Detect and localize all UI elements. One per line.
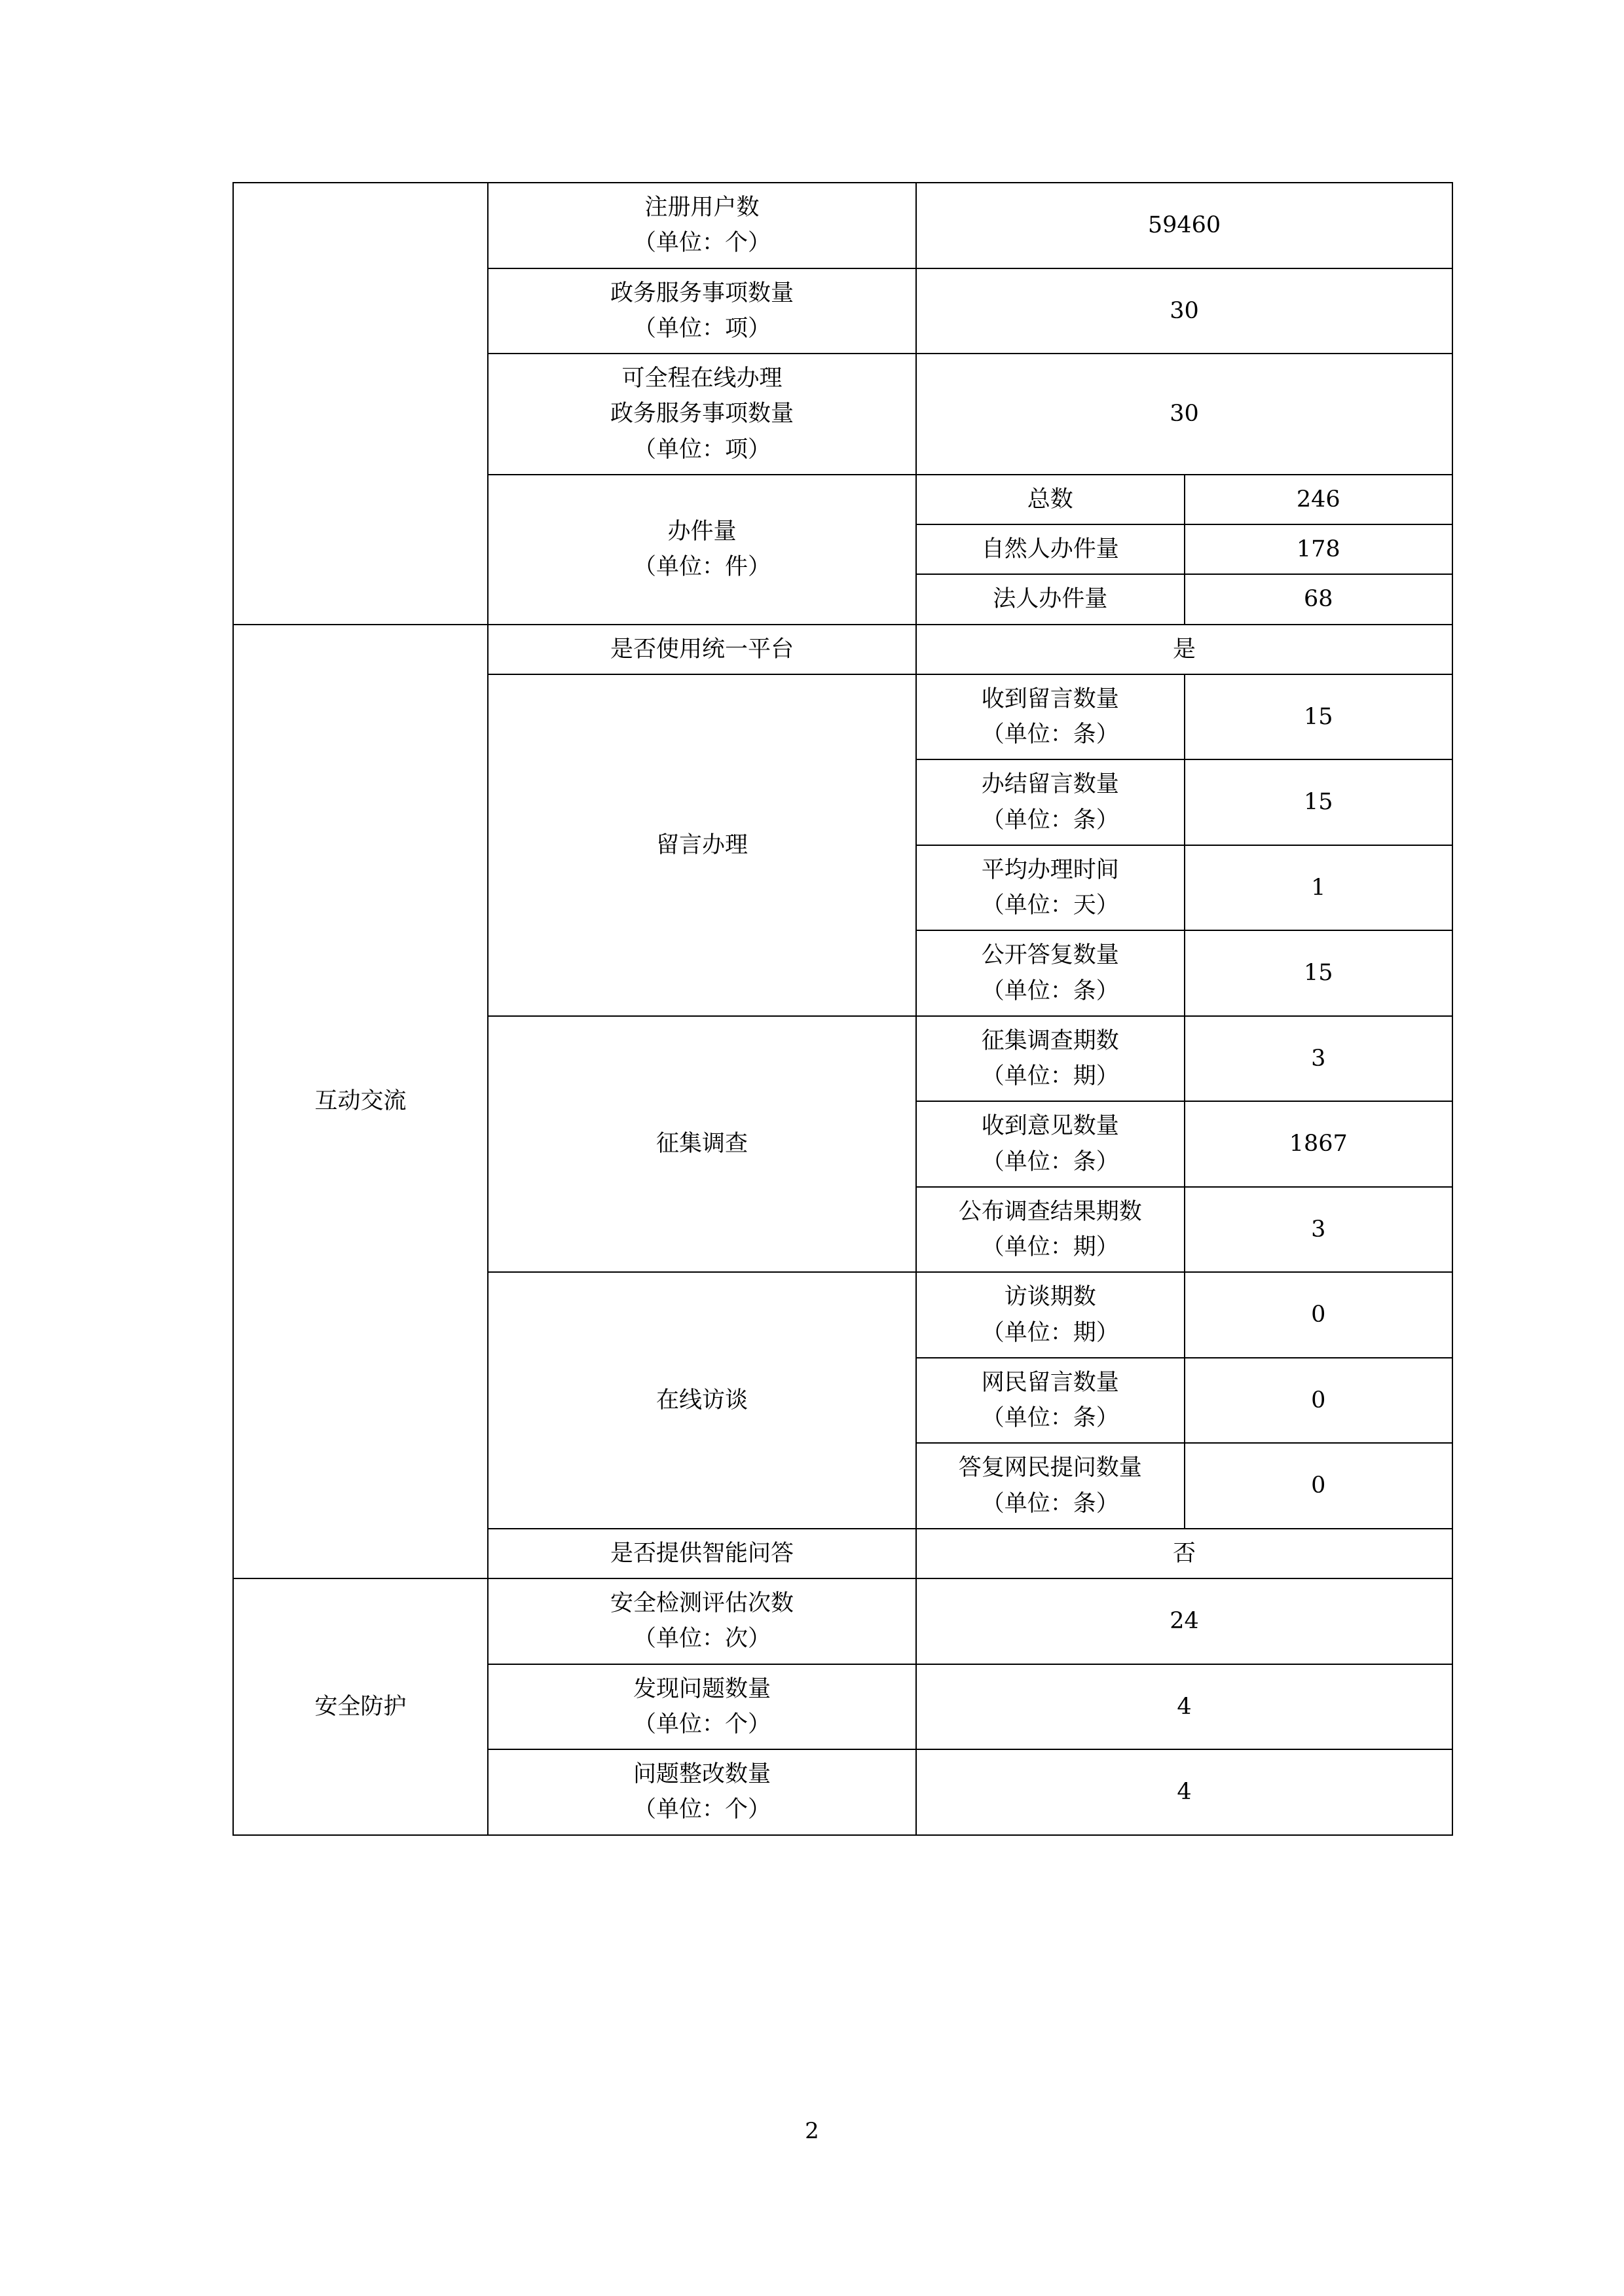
label-line-2: （单位：次） <box>633 1626 771 1652</box>
sublabel-messages-completed <box>916 759 1185 845</box>
value-messages-completed: 15 <box>1185 759 1453 845</box>
value-service-items: 30 <box>916 268 1452 354</box>
label-line-1: 问题整改数量 <box>633 1761 771 1787</box>
value-survey-count: 3 <box>1185 1016 1453 1102</box>
value-full-online-service-items: 30 <box>916 354 1452 475</box>
row-label-unified-platform: 是否使用统一平台 <box>488 625 916 674</box>
sublabel-public-replies <box>916 930 1185 1016</box>
row-label-smart-qa: 是否提供智能问答 <box>488 1529 916 1578</box>
value-public-replies: 15 <box>1185 930 1453 1016</box>
sublabel-average-handling-time <box>916 845 1185 931</box>
label-line-3: （单位：项） <box>633 436 771 463</box>
label-line-1: 安全检测评估次数 <box>610 1590 794 1616</box>
label-line-1: 办件量 <box>667 518 737 545</box>
page-number: 2 <box>805 2118 819 2144</box>
value-unified-platform: 是 <box>916 625 1452 674</box>
label-line-2: （单位：个） <box>633 1711 771 1738</box>
label-line-1: 办结留言数量 <box>981 771 1119 798</box>
label-line-2: （单位：期） <box>981 1319 1119 1346</box>
label-line-2: （单位：项） <box>633 315 771 342</box>
label-line-2: （单位：条） <box>981 1148 1119 1175</box>
value-case-natural-person: 178 <box>1185 524 1453 574</box>
label-line-2: （单位：条） <box>981 807 1119 833</box>
row-label-message-handling: 留言办理 <box>488 674 916 1016</box>
label-line-1: 征集调查期数 <box>981 1027 1119 1054</box>
table-row <box>233 183 1452 268</box>
value-security-assessments: 24 <box>916 1578 1452 1664</box>
value-issues-found: 4 <box>916 1664 1452 1750</box>
sublabel-case-natural-person: 自然人办件量 <box>916 524 1185 574</box>
label-line-1: 注册用户数 <box>644 194 760 221</box>
sublabel-case-total: 总数 <box>916 475 1185 524</box>
label-line-2: （单位：期） <box>981 1234 1119 1260</box>
label-line-1: 政务服务事项数量 <box>610 280 794 306</box>
row-label-full-online-service-items <box>488 354 916 475</box>
label-line-1: 平均办理时间 <box>981 856 1119 883</box>
table-row <box>233 1578 1452 1664</box>
label-line-2: （单位：个） <box>633 230 771 257</box>
label-line-1: 公开答复数量 <box>981 942 1119 969</box>
label-line-1: 网民留言数量 <box>981 1369 1119 1396</box>
label-line-2: （单位：条） <box>981 1405 1119 1431</box>
label-line-2: （单位：件） <box>633 554 771 581</box>
value-average-handling-time: 1 <box>1185 845 1453 931</box>
table-row <box>233 625 1452 674</box>
row-label-survey: 征集调查 <box>488 1016 916 1273</box>
government-website-report-table <box>232 182 1453 1836</box>
label-line-2: （单位：条） <box>981 721 1119 748</box>
value-messages-received: 15 <box>1185 674 1453 760</box>
sublabel-case-legal-person: 法人办件量 <box>916 574 1185 624</box>
value-registered-users: 59460 <box>916 183 1452 268</box>
value-issues-fixed: 4 <box>916 1749 1452 1835</box>
row-label-issues-found <box>488 1664 916 1750</box>
label-line-1: 可全程在线办理 <box>621 365 783 392</box>
label-line-1: 答复网民提问数量 <box>958 1455 1142 1482</box>
label-line-2: （单位：条） <box>981 977 1119 1004</box>
label-line-2: 政务服务事项数量 <box>610 401 794 428</box>
label-line-2: （单位：个） <box>633 1796 771 1823</box>
value-netizen-replies: 0 <box>1185 1443 1453 1529</box>
row-label-case-volume <box>488 475 916 625</box>
category-cell-security: 安全防护 <box>233 1578 488 1835</box>
label-line-1: 访谈期数 <box>1004 1284 1096 1311</box>
report-table-wrapper <box>232 182 1424 1836</box>
value-survey-results-published: 3 <box>1185 1187 1453 1273</box>
label-line-2: （单位：条） <box>981 1490 1119 1517</box>
value-opinions-received: 1867 <box>1185 1101 1453 1187</box>
label-line-1: 收到意见数量 <box>981 1113 1119 1140</box>
row-label-service-items <box>488 268 916 354</box>
value-case-total: 246 <box>1185 475 1453 524</box>
sublabel-netizen-replies <box>916 1443 1185 1529</box>
label-line-1: 公布调查结果期数 <box>958 1198 1142 1225</box>
value-netizen-messages: 0 <box>1185 1358 1453 1444</box>
label-line-1: 发现问题数量 <box>633 1675 771 1702</box>
row-label-online-interview: 在线访谈 <box>488 1272 916 1529</box>
row-label-registered-users <box>488 183 916 268</box>
row-label-issues-fixed <box>488 1749 916 1835</box>
label-line-1: 收到留言数量 <box>981 685 1119 712</box>
value-interview-count: 0 <box>1185 1272 1453 1358</box>
sublabel-interview-count <box>916 1272 1185 1358</box>
sublabel-survey-count <box>916 1016 1185 1102</box>
label-line-2: （单位：期） <box>981 1063 1119 1089</box>
row-label-security-assessments <box>488 1578 916 1664</box>
value-case-legal-person: 68 <box>1185 574 1453 624</box>
category-cell-interaction: 互动交流 <box>233 625 488 1579</box>
sublabel-opinions-received <box>916 1101 1185 1187</box>
sublabel-netizen-messages <box>916 1358 1185 1444</box>
label-line-2: （单位：天） <box>981 892 1119 919</box>
sublabel-messages-received <box>916 674 1185 760</box>
category-cell-blank <box>233 183 488 625</box>
sublabel-survey-results-published <box>916 1187 1185 1273</box>
value-smart-qa: 否 <box>916 1529 1452 1578</box>
